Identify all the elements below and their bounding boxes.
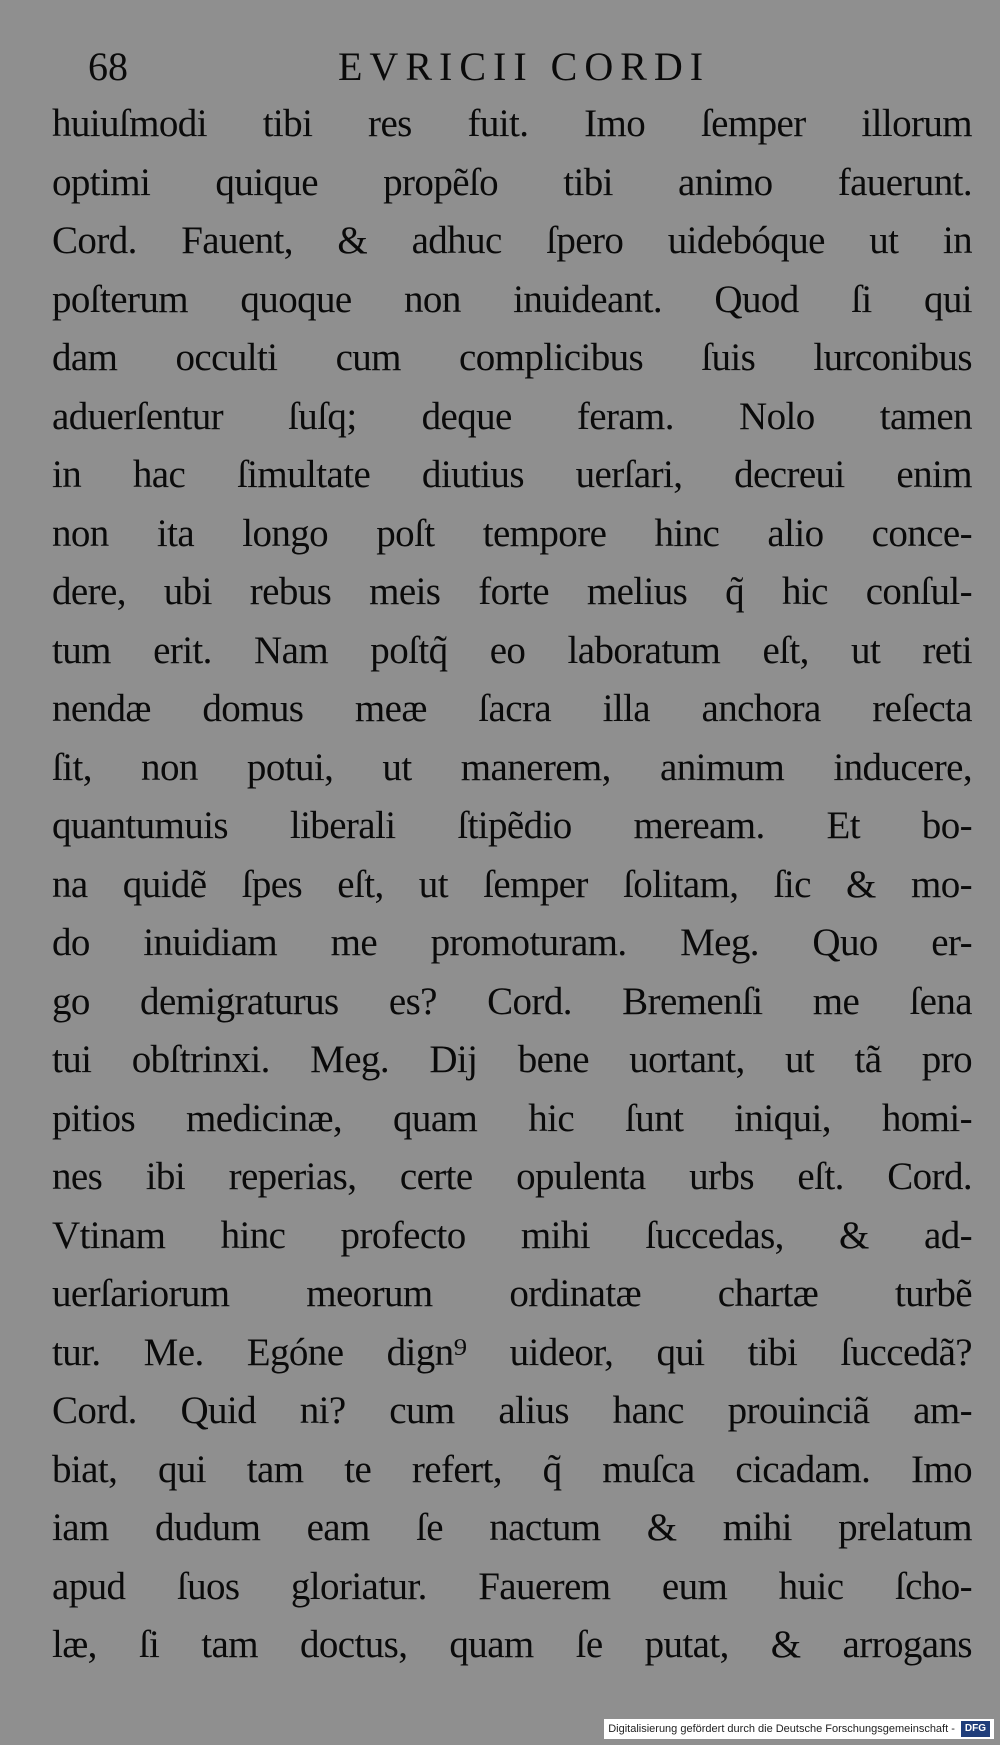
text-line: Cord. Quid ni? cum alius hanc prouinciã am- <box>52 1389 972 1432</box>
text-line: quantumuis liberali ſtipẽdio meream. Et bo- <box>52 804 972 847</box>
text-line: tum erit. Nam poſtq̃ eo laboratum eſt, ut reti <box>52 628 972 672</box>
text-line: na quidẽ ſpes eſt, ut ſemper ſolitam, ſic & mo- <box>52 862 972 906</box>
text-line: aduerſentur ſuſq; deque feram. Nolo tamen <box>52 394 972 438</box>
text-line: do inuidiam me promoturam. Meg. Quo er- <box>52 921 972 964</box>
text-line: iam dudum eam ſe nactum & mihi prelatum <box>52 1506 972 1549</box>
text-line: pitios medicinæ, quam hic ſunt iniqui, homi- <box>52 1096 972 1140</box>
text-line: nes ibi reperias, certe opulenta urbs eſt. Cord. <box>52 1155 972 1198</box>
text-line: Cord. Fauent, & adhuc ſpero uidebóque ut in <box>52 219 972 262</box>
text-line: nendæ domus meæ ſacra illa anchora reſecta <box>52 687 972 730</box>
text-line: poſterum quoque non inuideant. Quod ſi qui <box>52 277 972 321</box>
text-line: optimi quique propẽſo tibi animo fauerunt. <box>52 160 972 204</box>
dfg-logo: DFG <box>961 1721 990 1737</box>
text-line: tui obſtrinxi. Meg. Dij bene uortant, ut tã pro <box>52 1038 972 1081</box>
text-line: go demigraturus es? Cord. Bremenſi me ſena <box>52 979 972 1023</box>
text-line: Vtinam hinc profecto mihi ſuccedas, & ad- <box>52 1213 972 1257</box>
digitization-credit <box>604 1719 994 1739</box>
text-line: ſit, non potui, ut manerem, animum inducere, <box>52 745 972 789</box>
credit-text: Digitalisierung gefördert durch die Deutsche Forschungsgemeinschaft - <box>608 1723 955 1735</box>
page-number: 68 <box>88 44 128 89</box>
text-line: biat, qui tam te refert, q̃ muſca cicadam. Imo <box>52 1447 972 1491</box>
text-line: tur. Me. Egóne dign⁹ uideor, qui tibi ſuccedã? <box>52 1330 972 1374</box>
text-line: dam occulti cum complicibus ſuis lurconibus <box>52 336 972 379</box>
running-title: EVRICII CORDI <box>338 44 711 89</box>
page-header <box>88 42 968 92</box>
text-line: non ita longo poſt tempore hinc alio conce- <box>52 511 972 555</box>
text-line: dere, ubi rebus meis forte melius q̃ hic conſul- <box>52 570 972 613</box>
text-line: uerſariorum meorum ordinatæ chartæ turbẽ <box>52 1272 972 1315</box>
text-line: in hac ſimultate diutius uerſari, decreui enim <box>52 453 972 496</box>
text-line: huiuſmodi tibi res fuit. Imo ſemper illorum <box>52 102 972 145</box>
body-text <box>52 95 972 1675</box>
text-line: læ, ſi tam doctus, quam ſe putat, & arrogans <box>52 1623 972 1666</box>
text-line: apud ſuos gloriatur. Fauerem eum huic ſcho- <box>52 1564 972 1608</box>
